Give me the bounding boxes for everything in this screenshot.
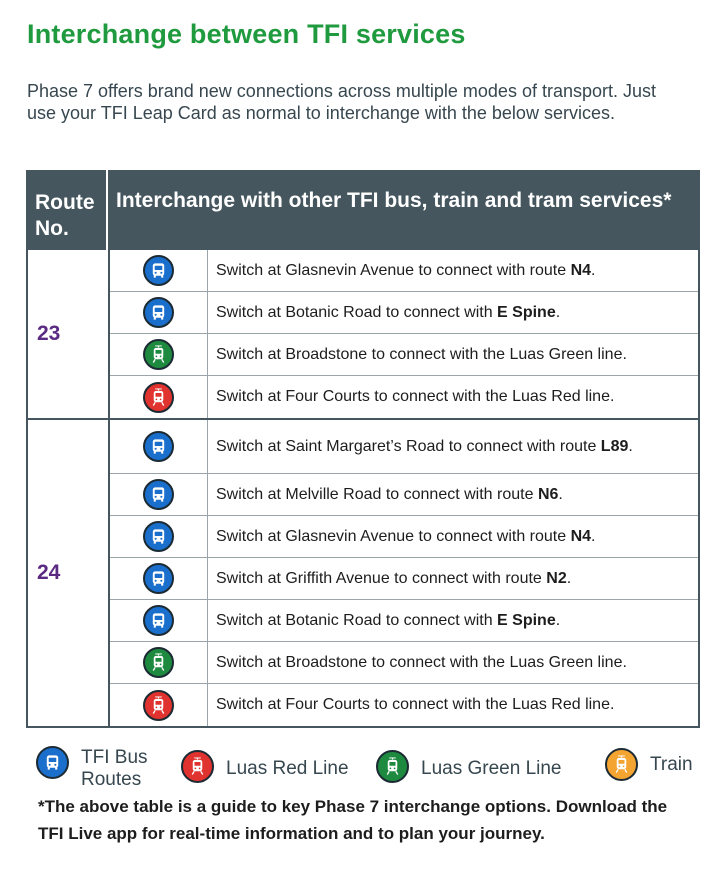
bus-icon <box>143 431 174 462</box>
interchange-table <box>26 170 700 728</box>
interchange-text: Switch at Botanic Road to connect with E Spine. <box>216 303 561 321</box>
interchange-text: Switch at Saint Margaret’s Road to connect with route L89. <box>216 437 633 455</box>
luas-red-icon <box>143 690 174 721</box>
interchange-text: Switch at Melville Road to connect with route N6. <box>216 485 563 503</box>
bus-icon <box>143 563 174 594</box>
table-row <box>110 474 698 516</box>
interchange-text: Switch at Four Courts to connect with the Luas Red line. <box>216 388 615 405</box>
icon-cell <box>110 558 208 599</box>
luas-red-icon <box>181 750 214 783</box>
bus-icon <box>143 255 174 286</box>
bus-icon <box>36 746 69 779</box>
route-group <box>26 250 700 420</box>
bus-icon <box>143 479 174 510</box>
interchange-text: Switch at Broadstone to connect with the Luas Green line. <box>216 345 627 363</box>
interchange-text: Switch at Glasnevin Avenue to connect with route N4. <box>216 527 596 545</box>
icon-cell <box>110 292 208 333</box>
legend-label: Luas Green Line <box>421 758 562 779</box>
interchange-text: Switch at Broadstone to connect with the Luas Green line. <box>216 653 627 671</box>
connection-route: N4 <box>570 261 592 279</box>
table-row <box>110 558 698 600</box>
table-row <box>110 516 698 558</box>
table-row <box>110 642 698 684</box>
legend-label: Train <box>650 754 693 775</box>
bus-icon <box>143 521 174 552</box>
footnote: *The above table is a guide to key Phase 7 interchange options. Download the TFI Live app for real-time information and to plan your journey. <box>38 797 668 843</box>
icon-cell <box>110 600 208 641</box>
table-row <box>110 250 698 292</box>
connection-route: N2 <box>546 569 567 587</box>
table-row <box>110 376 698 418</box>
table-row <box>110 420 698 474</box>
icon-cell <box>110 250 208 291</box>
icon-cell <box>110 376 208 418</box>
legend-item-luas-green <box>376 750 562 783</box>
legend-label: Luas Red Line <box>226 758 349 779</box>
table-body <box>26 250 700 728</box>
header-route: Route No. <box>26 170 108 250</box>
legend-item-bus <box>36 746 186 791</box>
interchange-text: Switch at Four Courts to connect with the Luas Red line. <box>216 696 615 713</box>
table-row <box>110 292 698 334</box>
luas-green-icon <box>376 750 409 783</box>
icon-cell <box>110 334 208 375</box>
header-interchange: Interchange with other TFI bus, train and tram services* <box>116 189 672 212</box>
legend-item-train <box>605 748 693 781</box>
intro-paragraph: Phase 7 offers brand new connections across multiple modes of transport. Just use your TFI Leap Card as normal to interchange with the below services. <box>27 81 656 123</box>
icon-cell <box>110 474 208 515</box>
interchange-text: Switch at Glasnevin Avenue to connect with route N4. <box>216 261 596 279</box>
icon-cell <box>110 642 208 683</box>
table-row <box>110 600 698 642</box>
connection-route: E Spine <box>497 611 556 629</box>
train-icon <box>605 748 638 781</box>
table-row <box>110 334 698 376</box>
route-group <box>26 420 700 728</box>
route-number: 24 <box>28 420 110 726</box>
luas-green-icon <box>143 339 174 370</box>
interchange-text: Switch at Botanic Road to connect with E Spine. <box>216 611 561 629</box>
connection-route: E Spine <box>497 303 556 321</box>
bus-icon <box>143 605 174 636</box>
connection-route: N4 <box>570 527 592 545</box>
luas-green-icon <box>143 647 174 678</box>
connection-route: N6 <box>537 485 559 503</box>
table-header <box>26 170 700 250</box>
icon-cell <box>110 420 208 473</box>
bus-icon <box>143 297 174 328</box>
luas-red-icon <box>143 382 174 413</box>
icon-cell <box>110 684 208 726</box>
legend <box>36 746 716 790</box>
page-title: Interchange between TFI services <box>27 19 466 49</box>
table-row <box>110 684 698 726</box>
interchange-text: Switch at Griffith Avenue to connect with route N2. <box>216 569 572 587</box>
icon-cell <box>110 516 208 557</box>
route-number: 23 <box>28 250 110 418</box>
legend-label: TFI Bus Routes <box>81 747 148 790</box>
connection-route: L89 <box>600 437 629 455</box>
legend-item-luas-red <box>181 750 349 783</box>
